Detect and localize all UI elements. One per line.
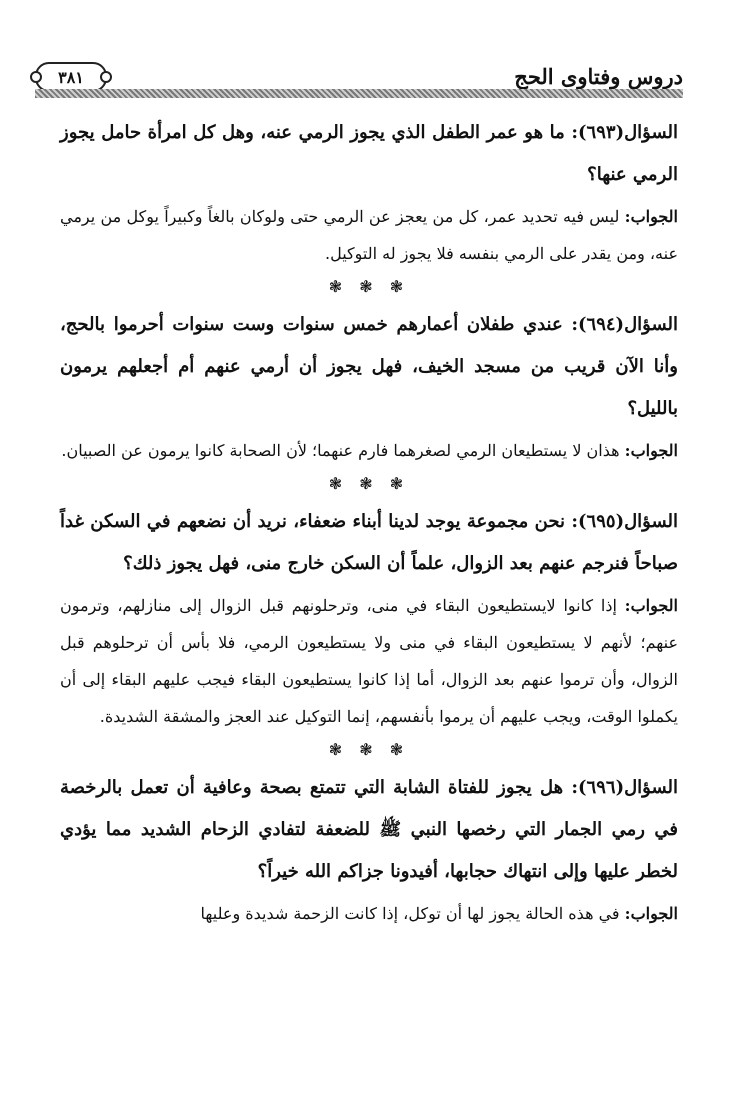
answer-text: ليس فيه تحديد عمر، كل من يعجز عن الرمي حتى ولوكان بالغاً وكبيراً يوكل من يرمي عنه، ومن يقدر على الرمي بنفسه فلا يجوز له التوكيل. <box>60 207 678 263</box>
answer-label: الجواب: <box>624 596 678 615</box>
answer-694 <box>60 432 678 469</box>
question-label: السؤال(٦٩٦): <box>571 777 678 798</box>
question-text: هل يجوز للفتاة الشابة التي تتمتع بصحة وعافية أن تعمل بالرخصة في رمي الجمار التي رخصها النبي ﷺ للضعفة لتفادي الزحام الشديد مما يؤدي لخطر عليها وإلى انتهاك حجابها، أفيدونا جزاكم الله خيراً؟ <box>60 777 678 882</box>
section-separator: ❃ ❃ ❃ <box>328 740 410 759</box>
answer-693 <box>60 198 678 272</box>
question-text: نحن مجموعة يوجد لدينا أبناء ضعفاء، نريد أن نضعهم في السكن غداً صباحاً فنرجم عنهم بعد الزوال، علماً أن السكن خارج منى، فهل يجوز ذلك؟ <box>60 511 678 574</box>
running-title: دروس وفتاوى الحج <box>514 64 683 89</box>
page-number: ٣٨١ <box>58 67 84 87</box>
question-text: عندي طفلان أعمارهم خمس سنوات وست سنوات أحرموا بالحج، وأنا الآن قريب من مسجد الخيف، فهل يجوز أن أرمي عنهم أم أجعلهم يرمون بالليل؟ <box>60 314 678 419</box>
question-label: السؤال(٦٩٤): <box>571 314 678 335</box>
answer-label: الجواب: <box>624 904 678 923</box>
page-content <box>60 112 678 932</box>
question-text: ما هو عمر الطفل الذي يجوز الرمي عنه، وهل كل امرأة حامل يجوز الرمي عنها؟ <box>60 122 678 185</box>
section-separator: ❃ ❃ ❃ <box>328 474 410 493</box>
answer-label: الجواب: <box>624 207 678 226</box>
answer-695 <box>60 587 678 735</box>
question-693 <box>60 112 678 196</box>
question-695 <box>60 501 678 585</box>
question-696 <box>60 767 678 893</box>
answer-text: في هذه الحالة يجوز لها أن توكل، إذا كانت الزحمة شديدة وعليها <box>200 904 620 923</box>
question-label: السؤال(٦٩٣): <box>571 122 678 143</box>
page-number-badge <box>35 62 107 92</box>
question-694 <box>60 304 678 430</box>
header-rule <box>35 89 683 98</box>
page-header <box>35 58 683 98</box>
question-label: السؤال(٦٩٥): <box>571 511 678 532</box>
section-separator: ❃ ❃ ❃ <box>328 277 410 296</box>
answer-label: الجواب: <box>624 441 678 460</box>
answer-696 <box>60 895 678 932</box>
answer-text: إذا كانوا لايستطيعون البقاء في منى، وترحلونهم قبل الزوال إلى منازلهم، وترمون عنهم؛ لأنهم لا يستطيعون البقاء في منى ولا يستطيعون الرمي، فلا بأس أن ترحلوهم قبل الزوال، وأن ترموا عنهم بعد الزوال، أما إذا كانوا يستطيعون البقاء فيجب عليهم البقاء إلى أن يكملوا الوقت، ويجب عليهم أن يرموا بأنفسهم، إنما التوكيل عند العجز والمشقة الشديدة. <box>60 596 679 726</box>
answer-text: هذان لا يستطيعان الرمي لصغرهما فارم عنهما؛ لأن الصحابة كانوا يرمون عن الصبيان. <box>61 441 620 460</box>
